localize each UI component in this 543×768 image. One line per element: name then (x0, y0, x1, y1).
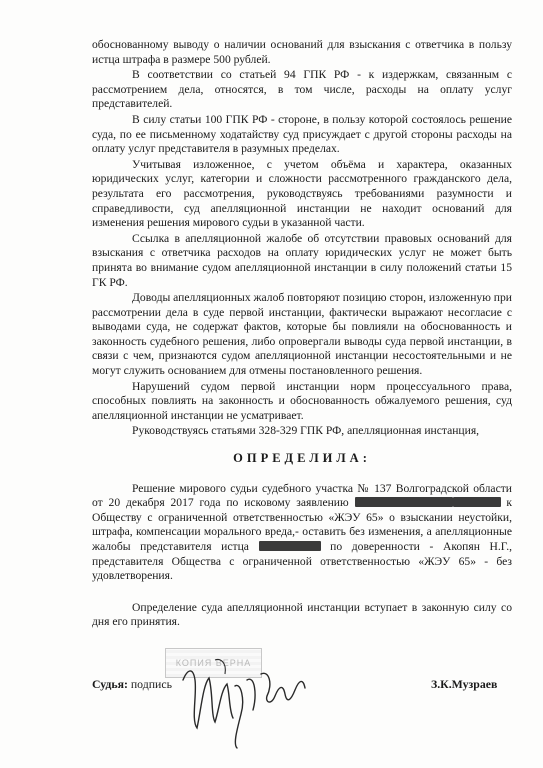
redacted-plaintiff-name-cont (453, 497, 501, 507)
paragraph-considering: Учитывая изложенное, с учетом объёма и характера, оказанных юридических услуг, категории и сложности рассмотренного гражданского дела, результата его рассмотрения, руководствуясь требованиями разумности и справедливости, суд апелляционной инстанции не находит оснований для изменения решения мирового судьи в указанной части. (92, 157, 512, 230)
signature-word: подпись (130, 677, 172, 691)
paragraph-reference: Ссылка в апелляционной жалобе об отсутствии правовых оснований для взыскания с ответчика расходов на оплату юридических услуг не может быть принята во внимание судом апелляционной инстанции в силу положений статьи 15 ГК РФ. (92, 231, 512, 289)
spacer (92, 585, 512, 601)
judge-name: З.К.Музраев (431, 677, 498, 691)
final-paragraph: Определение суда апелляционной инстанции вступает в законную силу со дня его принятия. (92, 600, 512, 629)
decision-paragraph (92, 482, 512, 584)
decision-text-2: к Обществу с ограниченной ответственностью «ЖЭУ 65» о взыскании неустойки, штрафа, компенсации морального вреда,- оставить без изменения, а апелляционные жалобы представителя истца (92, 496, 512, 553)
paragraph-arguments: Доводы апелляционных жалоб повторяют позицию сторон, изложенную при рассмотрении дела в суде первой инстанции, фактически выражают несогласие с выводами суда, не содержат фактов, которые бы повлияли на обоснованность и законность судебного решения, либо опровергали выводы суда первой инстанции, в связи с чем, признаются судом апелляционной инстанции несостоятельными и не могут служить основанием для отмены постановленного решения. (92, 291, 512, 378)
document-body (92, 38, 512, 631)
paragraph-article-100: В силу статьи 100 ГПК РФ - стороне, в пользу которой состоялось решение суда, по ее письменному ходатайству суд присуждает с другой стороны расходы на оплату услуг представителя в разумных пределах. (92, 112, 512, 156)
copy-stamp: КОПИЯ ВЕРНА (165, 648, 262, 678)
signature-line (92, 677, 172, 692)
paragraph-violations: Нарушений судом первой инстанции норм процессуального права, способных повлиять на законность и обоснованность обжалуемого решения, суд апелляционной инстанции не усматривает. (92, 379, 512, 422)
decision-text-1: Решение мирового судьи судебного участка № 137 Волгоградской области от 20 декабря 2017 года по исковому заявлению (92, 481, 512, 510)
redacted-plaintiff-name (355, 497, 453, 507)
ruling-heading: ОПРЕДЕЛИЛА: (233, 451, 371, 466)
paragraph-article-94: В соответствии со статьей 94 ГПК РФ - к издержкам, связанным с рассмотрением дела, относятся, в том числе, расходы на оплату услуг представителей. (92, 68, 512, 111)
paragraph-continuation: обоснованному выводу о наличии оснований для взыскания с ответчика в пользу истца штрафа в размере 500 рублей. (92, 38, 512, 66)
judge-label: Судья: (92, 677, 128, 691)
handwritten-signature (175, 640, 325, 750)
paragraph-guided-by: Руководствуясь статьями 328-329 ГПК РФ, апелляционная инстанция, (132, 424, 480, 438)
redacted-plaintiff-short (259, 541, 321, 551)
decision-text-3: по доверенности - Акопян Н.Г., представителя Общества с ограниченной ответственностью «ЖЭУ 65» - без удовлетворения. (92, 540, 512, 583)
